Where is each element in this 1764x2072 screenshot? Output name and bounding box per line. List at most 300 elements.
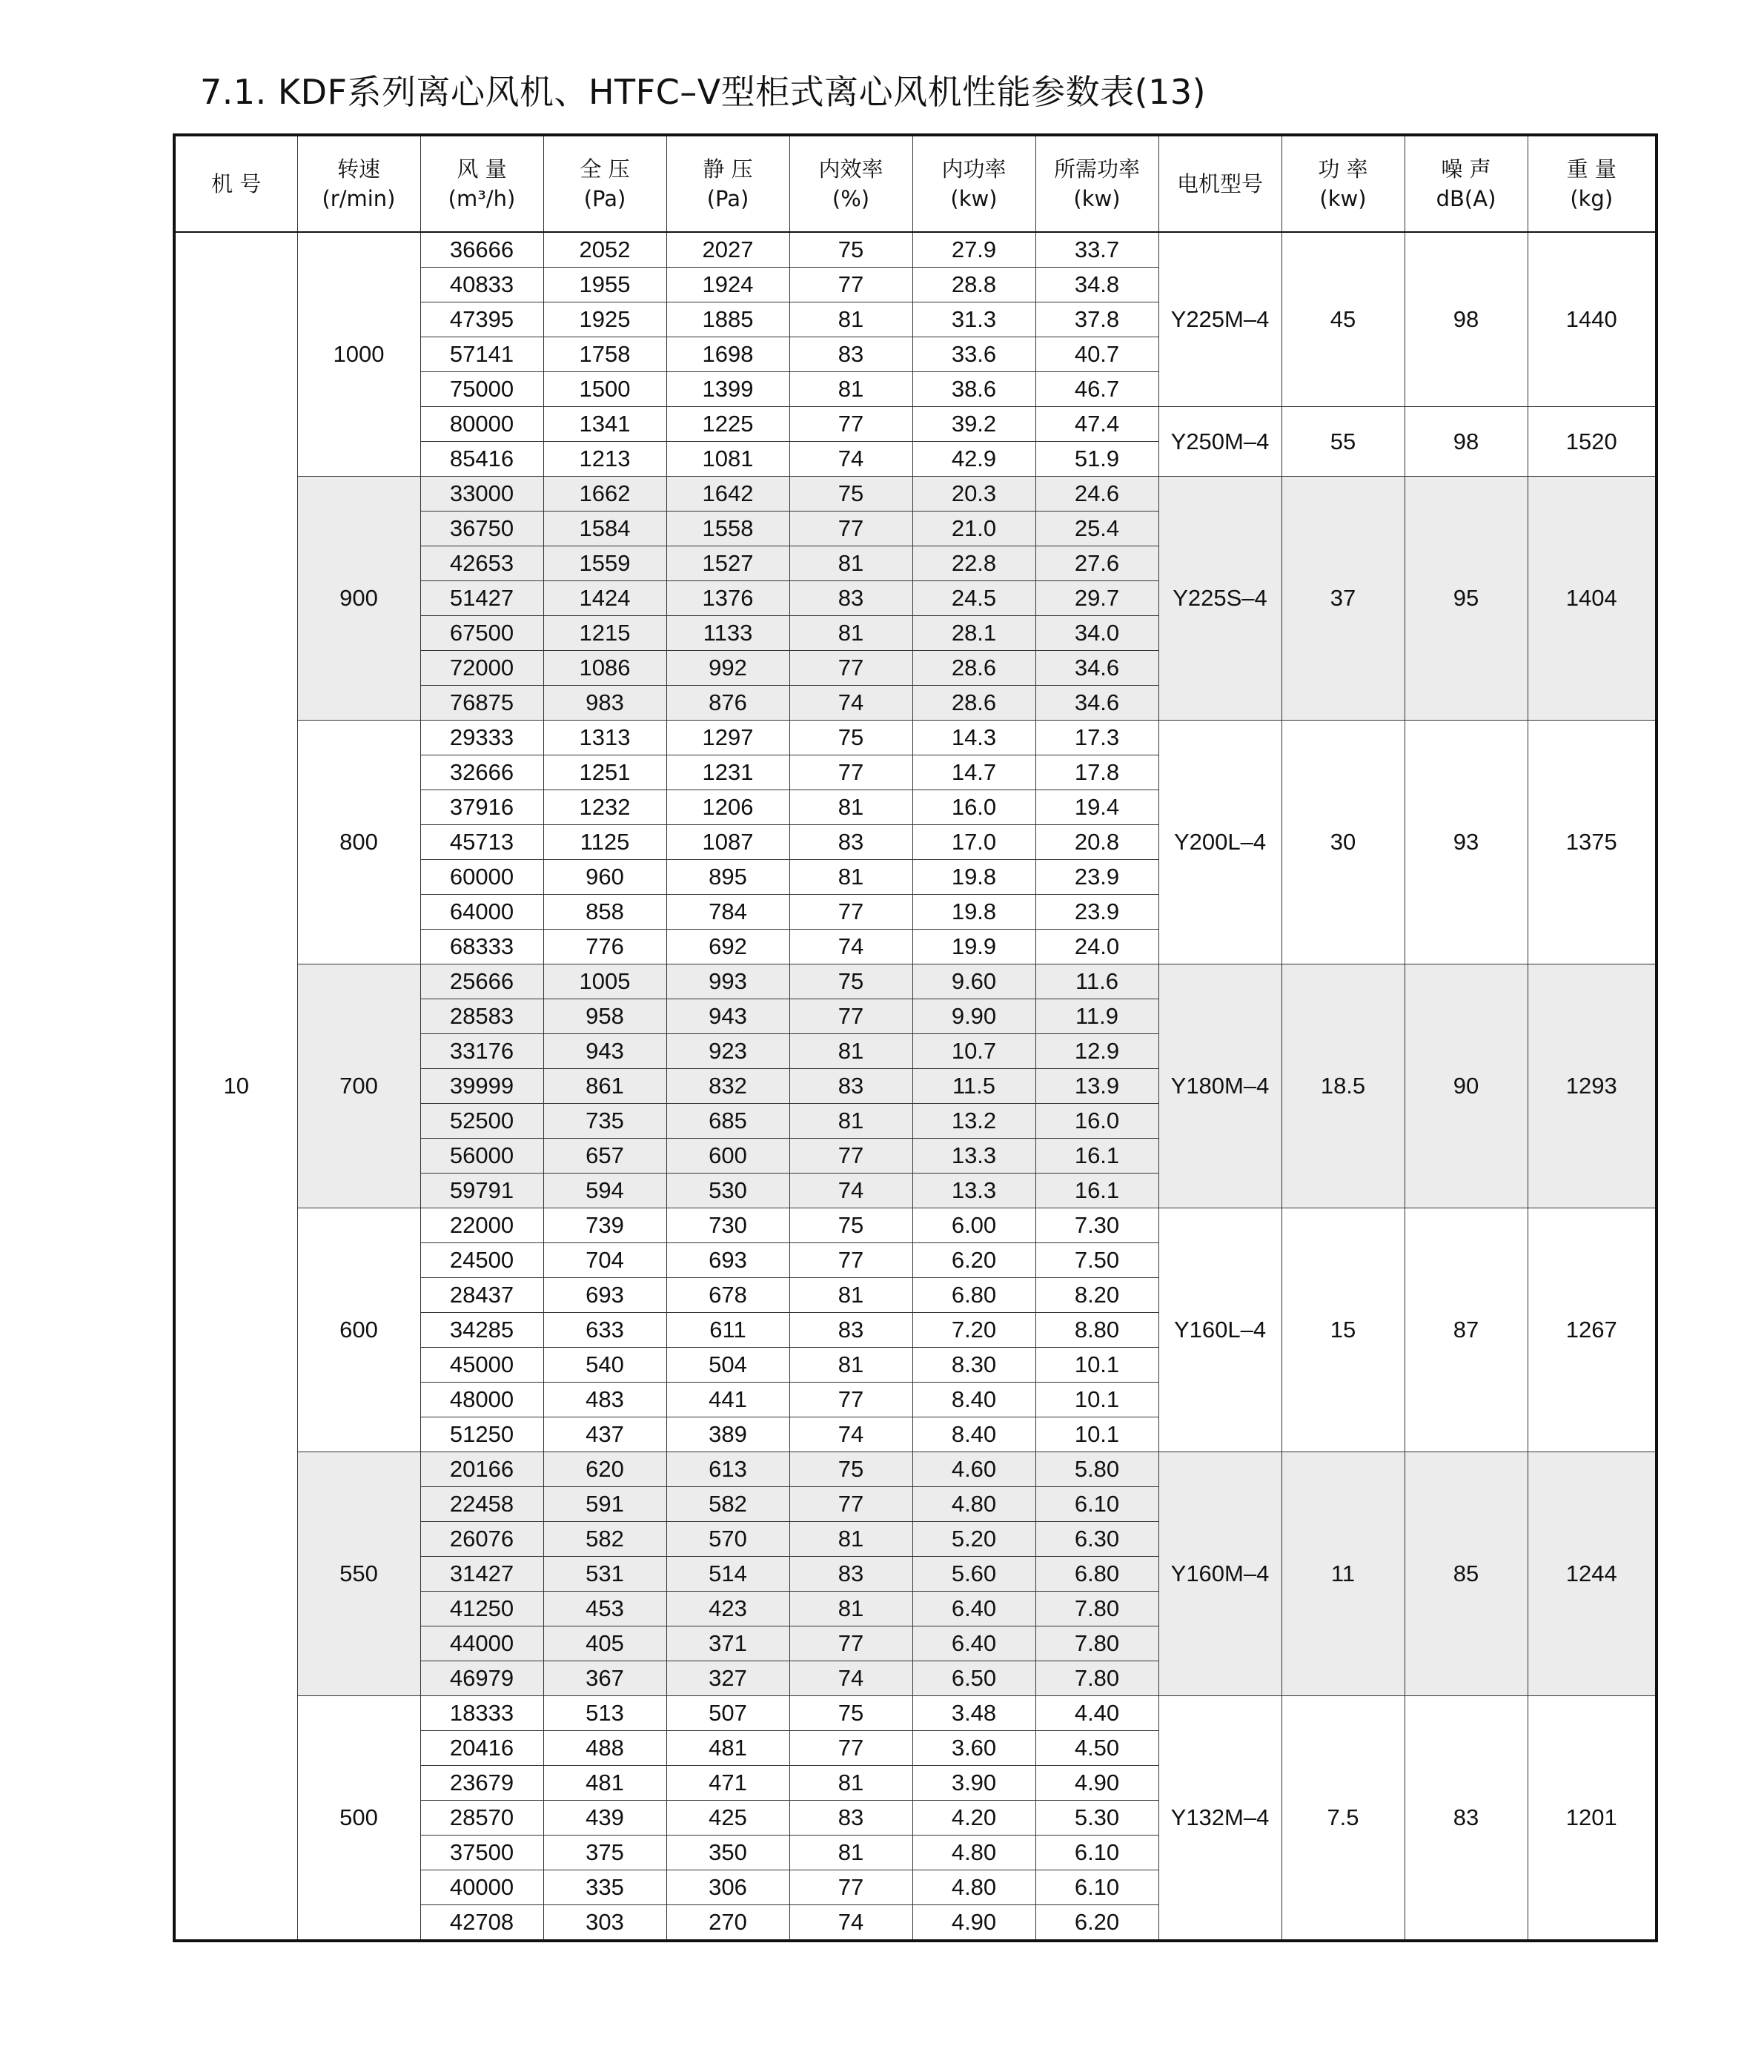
efficiency-cell: 83: [789, 1069, 912, 1104]
efficiency-cell: 81: [789, 790, 912, 825]
total-pressure-cell: 776: [543, 930, 666, 964]
motor-power-cell: 30: [1281, 721, 1405, 964]
static-pressure-cell: 1399: [666, 372, 789, 407]
total-pressure-cell: 943: [543, 1034, 666, 1069]
internal-power-cell: 6.00: [912, 1208, 1035, 1243]
required-power-cell: 37.8: [1035, 302, 1158, 337]
efficiency-cell: 81: [789, 860, 912, 895]
static-pressure-cell: 600: [666, 1139, 789, 1174]
efficiency-cell: 81: [789, 1034, 912, 1069]
required-power-cell: 4.90: [1035, 1766, 1158, 1801]
internal-power-cell: 7.20: [912, 1313, 1035, 1348]
static-pressure-cell: 1087: [666, 825, 789, 860]
efficiency-cell: 77: [789, 512, 912, 546]
static-pressure-cell: 389: [666, 1417, 789, 1452]
static-pressure-cell: 1642: [666, 477, 789, 512]
efficiency-cell: 74: [789, 930, 912, 964]
motor-power-cell: 37: [1281, 477, 1405, 721]
internal-power-cell: 4.90: [912, 1905, 1035, 1942]
column-header: [543, 135, 666, 232]
weight-cell: 1267: [1528, 1208, 1657, 1452]
total-pressure-cell: 633: [543, 1313, 666, 1348]
efficiency-cell: 77: [789, 1731, 912, 1766]
total-pressure-cell: 540: [543, 1348, 666, 1383]
airflow-cell: 18333: [420, 1696, 543, 1731]
motor-power-cell: 11: [1281, 1452, 1405, 1696]
noise-cell: 98: [1405, 232, 1528, 407]
airflow-cell: 32666: [420, 755, 543, 790]
speed-cell: 1000: [297, 232, 420, 477]
noise-cell: 98: [1405, 407, 1528, 477]
efficiency-cell: 77: [789, 1383, 912, 1417]
efficiency-cell: 77: [789, 999, 912, 1034]
table-row: [174, 1208, 1657, 1243]
airflow-cell: 20416: [420, 1731, 543, 1766]
required-power-cell: 16.0: [1035, 1104, 1158, 1139]
total-pressure-cell: 983: [543, 686, 666, 721]
internal-power-cell: 4.80: [912, 1870, 1035, 1905]
internal-power-cell: 4.20: [912, 1801, 1035, 1836]
efficiency-cell: 81: [789, 546, 912, 581]
airflow-cell: 36666: [420, 232, 543, 268]
static-pressure-cell: 1885: [666, 302, 789, 337]
total-pressure-cell: 1662: [543, 477, 666, 512]
noise-cell: 95: [1405, 477, 1528, 721]
total-pressure-cell: 1086: [543, 651, 666, 686]
static-pressure-cell: 530: [666, 1174, 789, 1208]
total-pressure-cell: 437: [543, 1417, 666, 1452]
efficiency-cell: 83: [789, 1801, 912, 1836]
total-pressure-cell: 303: [543, 1905, 666, 1942]
static-pressure-cell: 943: [666, 999, 789, 1034]
required-power-cell: 33.7: [1035, 232, 1158, 268]
column-header-unit: (Pa): [583, 186, 626, 211]
total-pressure-cell: 1500: [543, 372, 666, 407]
required-power-cell: 51.9: [1035, 442, 1158, 477]
airflow-cell: 64000: [420, 895, 543, 930]
weight-cell: 1293: [1528, 964, 1657, 1208]
table-body: [174, 232, 1657, 1941]
airflow-cell: 57141: [420, 337, 543, 372]
efficiency-cell: 74: [789, 1417, 912, 1452]
required-power-cell: 7.80: [1035, 1592, 1158, 1626]
internal-power-cell: 19.9: [912, 930, 1035, 964]
internal-power-cell: 9.90: [912, 999, 1035, 1034]
required-power-cell: 4.40: [1035, 1696, 1158, 1731]
column-header-unit: (kw): [950, 186, 998, 211]
total-pressure-cell: 657: [543, 1139, 666, 1174]
airflow-cell: 67500: [420, 616, 543, 651]
internal-power-cell: 19.8: [912, 860, 1035, 895]
total-pressure-cell: 531: [543, 1557, 666, 1592]
weight-cell: 1375: [1528, 721, 1657, 964]
total-pressure-cell: 620: [543, 1452, 666, 1487]
static-pressure-cell: 1081: [666, 442, 789, 477]
header-row: [174, 135, 1657, 232]
required-power-cell: 19.4: [1035, 790, 1158, 825]
column-header-label: 机 号: [211, 171, 262, 196]
internal-power-cell: 10.7: [912, 1034, 1035, 1069]
airflow-cell: 56000: [420, 1139, 543, 1174]
static-pressure-cell: 582: [666, 1487, 789, 1522]
page-title: 7.1. KDF系列离心风机、HTFC–V型柜式离心风机性能参数表(13): [200, 72, 1207, 112]
weight-cell: 1520: [1528, 407, 1657, 477]
table-row: [174, 721, 1657, 755]
total-pressure-cell: 1559: [543, 546, 666, 581]
total-pressure-cell: 958: [543, 999, 666, 1034]
static-pressure-cell: 1297: [666, 721, 789, 755]
internal-power-cell: 22.8: [912, 546, 1035, 581]
static-pressure-cell: 693: [666, 1243, 789, 1278]
table-row: [174, 477, 1657, 512]
total-pressure-cell: 739: [543, 1208, 666, 1243]
airflow-cell: 68333: [420, 930, 543, 964]
column-header-label: 电机型号: [1176, 171, 1263, 196]
efficiency-cell: 74: [789, 686, 912, 721]
efficiency-cell: 77: [789, 268, 912, 302]
efficiency-cell: 77: [789, 651, 912, 686]
efficiency-cell: 77: [789, 1487, 912, 1522]
airflow-cell: 45713: [420, 825, 543, 860]
airflow-cell: 59791: [420, 1174, 543, 1208]
required-power-cell: 5.30: [1035, 1801, 1158, 1836]
airflow-cell: 45000: [420, 1348, 543, 1383]
airflow-cell: 40833: [420, 268, 543, 302]
column-header-unit: (%): [832, 186, 870, 211]
total-pressure-cell: 439: [543, 1801, 666, 1836]
internal-power-cell: 8.40: [912, 1417, 1035, 1452]
column-header-label: 所需功率: [1053, 156, 1140, 182]
total-pressure-cell: 1251: [543, 755, 666, 790]
efficiency-cell: 81: [789, 1104, 912, 1139]
static-pressure-cell: 441: [666, 1383, 789, 1417]
internal-power-cell: 3.48: [912, 1696, 1035, 1731]
required-power-cell: 6.10: [1035, 1487, 1158, 1522]
column-header-label: 功 率: [1318, 156, 1368, 182]
motor-power-cell: 55: [1281, 407, 1405, 477]
column-header: [297, 135, 420, 232]
efficiency-cell: 74: [789, 442, 912, 477]
efficiency-cell: 83: [789, 1313, 912, 1348]
airflow-cell: 39999: [420, 1069, 543, 1104]
efficiency-cell: 75: [789, 964, 912, 999]
total-pressure-cell: 582: [543, 1522, 666, 1557]
required-power-cell: 13.9: [1035, 1069, 1158, 1104]
airflow-cell: 75000: [420, 372, 543, 407]
required-power-cell: 20.8: [1035, 825, 1158, 860]
required-power-cell: 17.8: [1035, 755, 1158, 790]
noise-cell: 85: [1405, 1452, 1528, 1696]
efficiency-cell: 75: [789, 1452, 912, 1487]
airflow-cell: 44000: [420, 1626, 543, 1661]
required-power-cell: 7.50: [1035, 1243, 1158, 1278]
total-pressure-cell: 591: [543, 1487, 666, 1522]
static-pressure-cell: 923: [666, 1034, 789, 1069]
efficiency-cell: 74: [789, 1905, 912, 1942]
airflow-cell: 85416: [420, 442, 543, 477]
airflow-cell: 22000: [420, 1208, 543, 1243]
internal-power-cell: 13.2: [912, 1104, 1035, 1139]
total-pressure-cell: 704: [543, 1243, 666, 1278]
column-header-label: 重 量: [1566, 156, 1617, 182]
airflow-cell: 42708: [420, 1905, 543, 1942]
airflow-cell: 72000: [420, 651, 543, 686]
internal-power-cell: 20.3: [912, 477, 1035, 512]
total-pressure-cell: 513: [543, 1696, 666, 1731]
required-power-cell: 17.3: [1035, 721, 1158, 755]
required-power-cell: 4.50: [1035, 1731, 1158, 1766]
airflow-cell: 80000: [420, 407, 543, 442]
weight-cell: 1440: [1528, 232, 1657, 407]
airflow-cell: 76875: [420, 686, 543, 721]
efficiency-cell: 75: [789, 1696, 912, 1731]
static-pressure-cell: 992: [666, 651, 789, 686]
noise-cell: 93: [1405, 721, 1528, 964]
static-pressure-cell: 613: [666, 1452, 789, 1487]
airflow-cell: 48000: [420, 1383, 543, 1417]
required-power-cell: 25.4: [1035, 512, 1158, 546]
efficiency-cell: 81: [789, 1278, 912, 1313]
internal-power-cell: 8.30: [912, 1348, 1035, 1383]
required-power-cell: 29.7: [1035, 581, 1158, 616]
required-power-cell: 47.4: [1035, 407, 1158, 442]
total-pressure-cell: 453: [543, 1592, 666, 1626]
efficiency-cell: 75: [789, 1208, 912, 1243]
column-header-unit: dB(A): [1436, 186, 1496, 211]
column-header-unit: (r/min): [322, 186, 396, 211]
speed-cell: 800: [297, 721, 420, 964]
column-header: [1158, 135, 1281, 232]
static-pressure-cell: 678: [666, 1278, 789, 1313]
static-pressure-cell: 1231: [666, 755, 789, 790]
weight-cell: 1404: [1528, 477, 1657, 721]
required-power-cell: 7.80: [1035, 1626, 1158, 1661]
airflow-cell: 24500: [420, 1243, 543, 1278]
efficiency-cell: 81: [789, 1766, 912, 1801]
required-power-cell: 24.0: [1035, 930, 1158, 964]
required-power-cell: 34.0: [1035, 616, 1158, 651]
airflow-cell: 31427: [420, 1557, 543, 1592]
airflow-cell: 34285: [420, 1313, 543, 1348]
total-pressure-cell: 1584: [543, 512, 666, 546]
efficiency-cell: 81: [789, 1836, 912, 1870]
internal-power-cell: 4.80: [912, 1836, 1035, 1870]
speed-cell: 500: [297, 1696, 420, 1942]
efficiency-cell: 77: [789, 1139, 912, 1174]
static-pressure-cell: 423: [666, 1592, 789, 1626]
internal-power-cell: 17.0: [912, 825, 1035, 860]
required-power-cell: 10.1: [1035, 1417, 1158, 1452]
efficiency-cell: 77: [789, 895, 912, 930]
static-pressure-cell: 611: [666, 1313, 789, 1348]
internal-power-cell: 24.5: [912, 581, 1035, 616]
column-header-unit: (m³/h): [448, 186, 516, 211]
column-header: [789, 135, 912, 232]
airflow-cell: 41250: [420, 1592, 543, 1626]
total-pressure-cell: 1341: [543, 407, 666, 442]
motor-power-cell: 45: [1281, 232, 1405, 407]
weight-cell: 1201: [1528, 1696, 1657, 1942]
efficiency-cell: 75: [789, 232, 912, 268]
column-header: [1528, 135, 1657, 232]
internal-power-cell: 38.6: [912, 372, 1035, 407]
static-pressure-cell: 1376: [666, 581, 789, 616]
internal-power-cell: 27.9: [912, 232, 1035, 268]
internal-power-cell: 13.3: [912, 1174, 1035, 1208]
static-pressure-cell: 570: [666, 1522, 789, 1557]
total-pressure-cell: 858: [543, 895, 666, 930]
internal-power-cell: 16.0: [912, 790, 1035, 825]
efficiency-cell: 74: [789, 1661, 912, 1696]
column-header: [174, 135, 297, 232]
static-pressure-cell: 1527: [666, 546, 789, 581]
airflow-cell: 51427: [420, 581, 543, 616]
required-power-cell: 10.1: [1035, 1348, 1158, 1383]
column-header-label: 静 压: [703, 156, 753, 182]
motor-model-cell: Y225S–4: [1158, 477, 1281, 721]
internal-power-cell: 3.90: [912, 1766, 1035, 1801]
internal-power-cell: 33.6: [912, 337, 1035, 372]
airflow-cell: 36750: [420, 512, 543, 546]
airflow-cell: 47395: [420, 302, 543, 337]
required-power-cell: 6.80: [1035, 1557, 1158, 1592]
airflow-cell: 28583: [420, 999, 543, 1034]
airflow-cell: 25666: [420, 964, 543, 999]
efficiency-cell: 81: [789, 1592, 912, 1626]
motor-model-cell: Y160M–4: [1158, 1452, 1281, 1696]
efficiency-cell: 81: [789, 616, 912, 651]
total-pressure-cell: 335: [543, 1870, 666, 1905]
column-header-label: 噪 声: [1441, 156, 1491, 182]
weight-cell: 1244: [1528, 1452, 1657, 1696]
internal-power-cell: 28.1: [912, 616, 1035, 651]
total-pressure-cell: 483: [543, 1383, 666, 1417]
internal-power-cell: 9.60: [912, 964, 1035, 999]
internal-power-cell: 6.50: [912, 1661, 1035, 1696]
static-pressure-cell: 327: [666, 1661, 789, 1696]
column-header-unit: (Pa): [706, 186, 749, 211]
internal-power-cell: 5.20: [912, 1522, 1035, 1557]
table-row: [174, 964, 1657, 999]
airflow-cell: 51250: [420, 1417, 543, 1452]
static-pressure-cell: 514: [666, 1557, 789, 1592]
motor-model-cell: Y250M–4: [1158, 407, 1281, 477]
static-pressure-cell: 685: [666, 1104, 789, 1139]
internal-power-cell: 13.3: [912, 1139, 1035, 1174]
static-pressure-cell: 876: [666, 686, 789, 721]
efficiency-cell: 77: [789, 755, 912, 790]
table-row: [174, 1452, 1657, 1487]
internal-power-cell: 6.80: [912, 1278, 1035, 1313]
efficiency-cell: 75: [789, 477, 912, 512]
airflow-cell: 28437: [420, 1278, 543, 1313]
static-pressure-cell: 1225: [666, 407, 789, 442]
efficiency-cell: 83: [789, 337, 912, 372]
internal-power-cell: 39.2: [912, 407, 1035, 442]
static-pressure-cell: 730: [666, 1208, 789, 1243]
total-pressure-cell: 1215: [543, 616, 666, 651]
static-pressure-cell: 481: [666, 1731, 789, 1766]
total-pressure-cell: 735: [543, 1104, 666, 1139]
efficiency-cell: 83: [789, 581, 912, 616]
internal-power-cell: 11.5: [912, 1069, 1035, 1104]
motor-power-cell: 18.5: [1281, 964, 1405, 1208]
static-pressure-cell: 1698: [666, 337, 789, 372]
efficiency-cell: 81: [789, 1348, 912, 1383]
static-pressure-cell: 270: [666, 1905, 789, 1942]
internal-power-cell: 6.40: [912, 1592, 1035, 1626]
total-pressure-cell: 2052: [543, 232, 666, 268]
motor-power-cell: 15: [1281, 1208, 1405, 1452]
internal-power-cell: 14.3: [912, 721, 1035, 755]
required-power-cell: 6.10: [1035, 1836, 1158, 1870]
motor-model-cell: Y225M–4: [1158, 232, 1281, 407]
motor-power-cell: 7.5: [1281, 1696, 1405, 1942]
static-pressure-cell: 692: [666, 930, 789, 964]
static-pressure-cell: 504: [666, 1348, 789, 1383]
column-header: [1405, 135, 1528, 232]
internal-power-cell: 14.7: [912, 755, 1035, 790]
noise-cell: 87: [1405, 1208, 1528, 1452]
column-header-label: 风 量: [457, 156, 507, 182]
required-power-cell: 7.80: [1035, 1661, 1158, 1696]
efficiency-cell: 83: [789, 825, 912, 860]
total-pressure-cell: 1125: [543, 825, 666, 860]
required-power-cell: 5.80: [1035, 1452, 1158, 1487]
motor-model-cell: Y180M–4: [1158, 964, 1281, 1208]
internal-power-cell: 4.60: [912, 1452, 1035, 1487]
internal-power-cell: 28.8: [912, 268, 1035, 302]
required-power-cell: 16.1: [1035, 1139, 1158, 1174]
airflow-cell: 42653: [420, 546, 543, 581]
required-power-cell: 6.30: [1035, 1522, 1158, 1557]
efficiency-cell: 77: [789, 1870, 912, 1905]
speed-cell: 900: [297, 477, 420, 721]
internal-power-cell: 19.8: [912, 895, 1035, 930]
total-pressure-cell: 405: [543, 1626, 666, 1661]
table-row: [174, 1696, 1657, 1731]
required-power-cell: 46.7: [1035, 372, 1158, 407]
static-pressure-cell: 1206: [666, 790, 789, 825]
required-power-cell: 34.6: [1035, 651, 1158, 686]
internal-power-cell: 21.0: [912, 512, 1035, 546]
efficiency-cell: 83: [789, 1557, 912, 1592]
required-power-cell: 6.10: [1035, 1870, 1158, 1905]
total-pressure-cell: 1232: [543, 790, 666, 825]
efficiency-cell: 75: [789, 721, 912, 755]
internal-power-cell: 28.6: [912, 686, 1035, 721]
column-header-label: 全 压: [580, 156, 630, 182]
motor-model-cell: Y132M–4: [1158, 1696, 1281, 1942]
column-header-label: 转速: [336, 156, 380, 182]
required-power-cell: 27.6: [1035, 546, 1158, 581]
required-power-cell: 16.1: [1035, 1174, 1158, 1208]
column-header-unit: (kw): [1319, 186, 1367, 211]
required-power-cell: 11.6: [1035, 964, 1158, 999]
efficiency-cell: 77: [789, 407, 912, 442]
static-pressure-cell: 371: [666, 1626, 789, 1661]
total-pressure-cell: 861: [543, 1069, 666, 1104]
internal-power-cell: 3.60: [912, 1731, 1035, 1766]
column-header-label: 内效率: [818, 156, 883, 182]
internal-power-cell: 8.40: [912, 1383, 1035, 1417]
efficiency-cell: 77: [789, 1626, 912, 1661]
airflow-cell: 60000: [420, 860, 543, 895]
required-power-cell: 34.6: [1035, 686, 1158, 721]
total-pressure-cell: 488: [543, 1731, 666, 1766]
required-power-cell: 11.9: [1035, 999, 1158, 1034]
column-header: [420, 135, 543, 232]
